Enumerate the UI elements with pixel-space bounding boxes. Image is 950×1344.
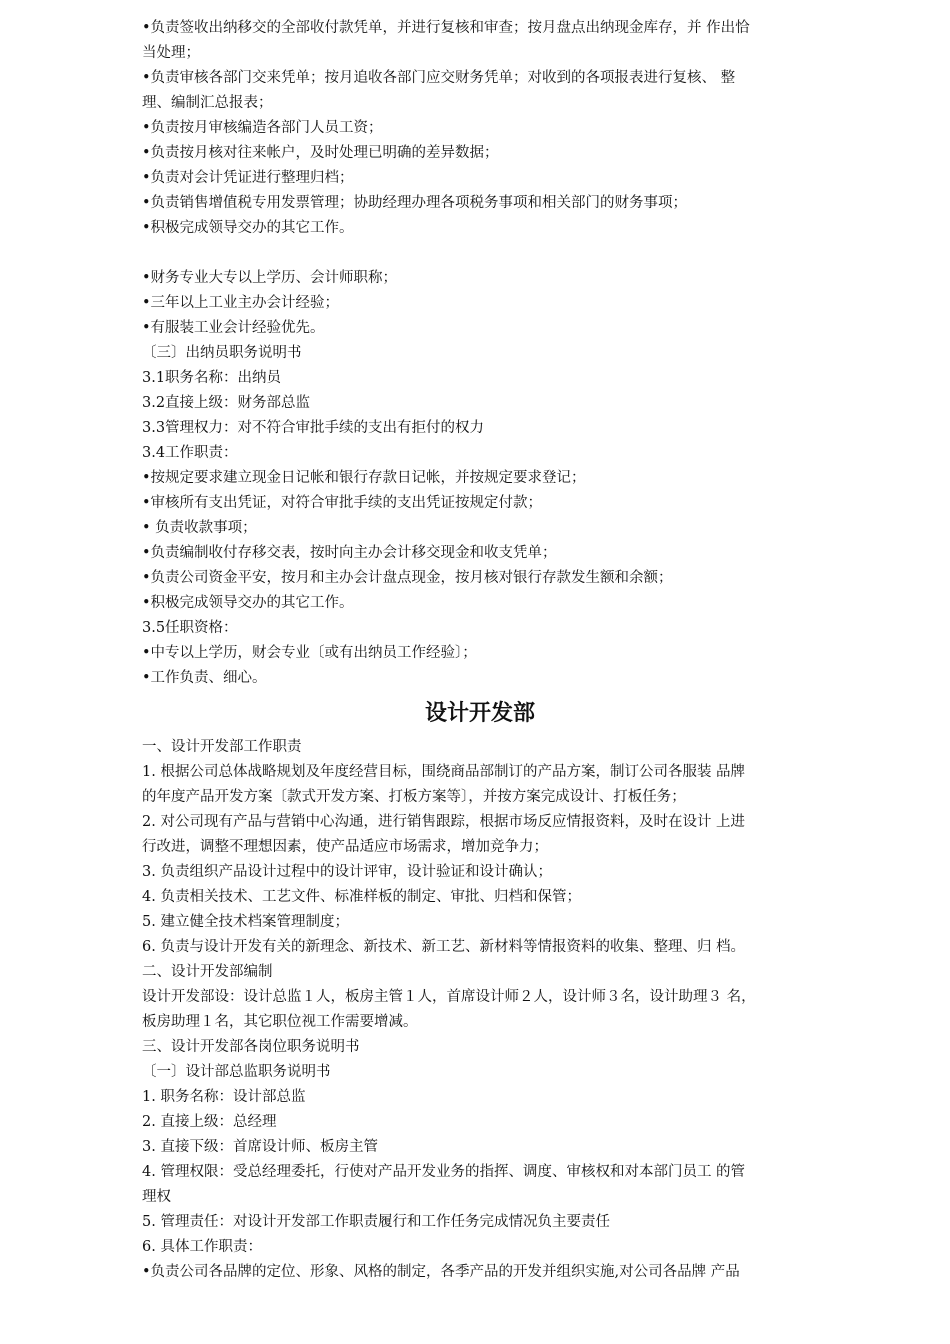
text-line: •负责公司资金平安，按月和主办会计盘点现金，按月核对银行存款发生额和余额； xyxy=(142,570,673,586)
text-line: 6. 具体工作职责： xyxy=(142,1239,262,1255)
accountant-duties-list xyxy=(142,16,818,241)
text-line: 3.2直接上级：财务部总监 xyxy=(142,395,311,411)
text-line: •负责按月审核编造各部门人员工资； xyxy=(142,120,383,136)
text-line: 2. 对公司现有产品与营销中心沟通，进行销售跟踪，根据市场反应情报资料，及时在设计 上进 xyxy=(142,814,746,830)
text-line: 1. 根据公司总体战略规划及年度经营目标，围绕商品部制订的产品方案，制订公司各服装 品牌 xyxy=(142,764,746,780)
text-line: •工作负责、细心。 xyxy=(142,670,267,686)
text-line: • 负责收款事项； xyxy=(142,520,257,536)
text-line: •有服装工业会计经验优先。 xyxy=(142,320,325,336)
text-line: •财务专业大专以上学历、会计师职称； xyxy=(142,270,398,286)
text-line: 一、设计开发部工作职责 xyxy=(142,739,302,755)
text-line: 〔三〕出纳员职务说明书 xyxy=(142,345,302,361)
text-line: 板房助理１名，其它职位视工作需要增减。 xyxy=(142,1014,418,1030)
text-line: •三年以上工业主办会计经验； xyxy=(142,295,340,311)
text-line: •审核所有支出凭证，对符合审批手续的支出凭证按规定付款； xyxy=(142,495,543,511)
text-line: 〔一〕设计部总监职务说明书 xyxy=(142,1064,331,1080)
text-line: 二、设计开发部编制 xyxy=(142,964,273,980)
section-title: 设计开发部 xyxy=(424,700,535,726)
text-line: 3. 直接下级：首席设计师、板房主管 xyxy=(142,1139,378,1155)
text-line: 5. 建立健全技术档案管理制度； xyxy=(142,914,349,930)
text-line: •负责审核各部门交来凭单；按月追收各部门应交财务凭单；对收到的各项报表进行复核、 整 xyxy=(142,70,736,86)
text-line: 的年度产品开发方案〔款式开发方案、打板方案等〕，并按方案完成设计、打板任务； xyxy=(142,789,686,805)
text-line: •负责对会计凭证进行整理归档； xyxy=(142,170,354,186)
cashier-section xyxy=(142,266,818,691)
text-line: 4. 负责相关技术、工艺文件、标准样板的制定、审批、归档和保管； xyxy=(142,889,581,905)
text-line: 理权 xyxy=(142,1189,171,1205)
text-line: 理、编制汇总报表； xyxy=(142,95,273,111)
text-line: 3.1职务名称：出纳员 xyxy=(142,370,282,386)
text-line: 2. 直接上级：总经理 xyxy=(142,1114,277,1130)
paragraph-gap xyxy=(142,241,818,266)
text-line: 6. 负责与设计开发有关的新理念、新技术、新工艺、新材料等情报资料的收集、整理、归 档。 xyxy=(142,939,746,955)
text-line: 设计开发部设：设计总监１人，板房主管１人，首席设计师２人，设计师３名，设计助理３ 名， xyxy=(142,989,756,1005)
text-line: •负责公司各品牌的定位、形象、风格的制定，各季产品的开发并组织实施,对公司各品牌 产品 xyxy=(142,1264,740,1280)
text-line: 4. 管理权限：受总经理委托，行使对产品开发业务的指挥、调度、审核权和对本部门员工 的管 xyxy=(142,1164,746,1180)
text-line: •负责销售增值税专用发票管理；协助经理办理各项税务事项和相关部门的财务事项； xyxy=(142,195,688,211)
text-line: 3.4工作职责： xyxy=(142,445,238,461)
text-line: •积极完成领导交办的其它工作。 xyxy=(142,220,354,236)
text-line: 三、设计开发部各岗位职务说明书 xyxy=(142,1039,360,1055)
text-line: •按规定要求建立现金日记帐和银行存款日记帐，并按规定要求登记； xyxy=(142,470,586,486)
text-line: •积极完成领导交办的其它工作。 xyxy=(142,595,354,611)
text-line: 3. 负责组织产品设计过程中的设计评审，设计验证和设计确认； xyxy=(142,864,552,880)
text-line: 3.3管理权力：对不符合审批手续的支出有拒付的权力 xyxy=(142,420,485,436)
text-line: 1. 职务名称：设计部总监 xyxy=(142,1089,306,1105)
text-line: •负责签收出纳移交的全部收付款凭单，并进行复核和审查；按月盘点出纳现金库存，并 作出恰 xyxy=(142,20,750,36)
text-line: 5. 管理责任：对设计开发部工作职责履行和工作任务完成情况负主要责任 xyxy=(142,1214,610,1230)
text-line: •负责按月核对往来帐户，及时处理已明确的差异数据； xyxy=(142,145,499,161)
text-line: 当处理； xyxy=(142,45,200,61)
text-line: 3.5任职资格： xyxy=(142,620,238,636)
document-page xyxy=(142,16,818,1285)
design-dept-section xyxy=(142,735,818,1285)
text-line: •中专以上学历，财会专业〔或有出纳员工作经验〕； xyxy=(142,645,477,661)
text-line: 行改进，调整不理想因素，使产品适应市场需求，增加竞争力； xyxy=(142,839,548,855)
text-line: •负责编制收付存移交表，按时向主办会计移交现金和收支凭单； xyxy=(142,545,557,561)
